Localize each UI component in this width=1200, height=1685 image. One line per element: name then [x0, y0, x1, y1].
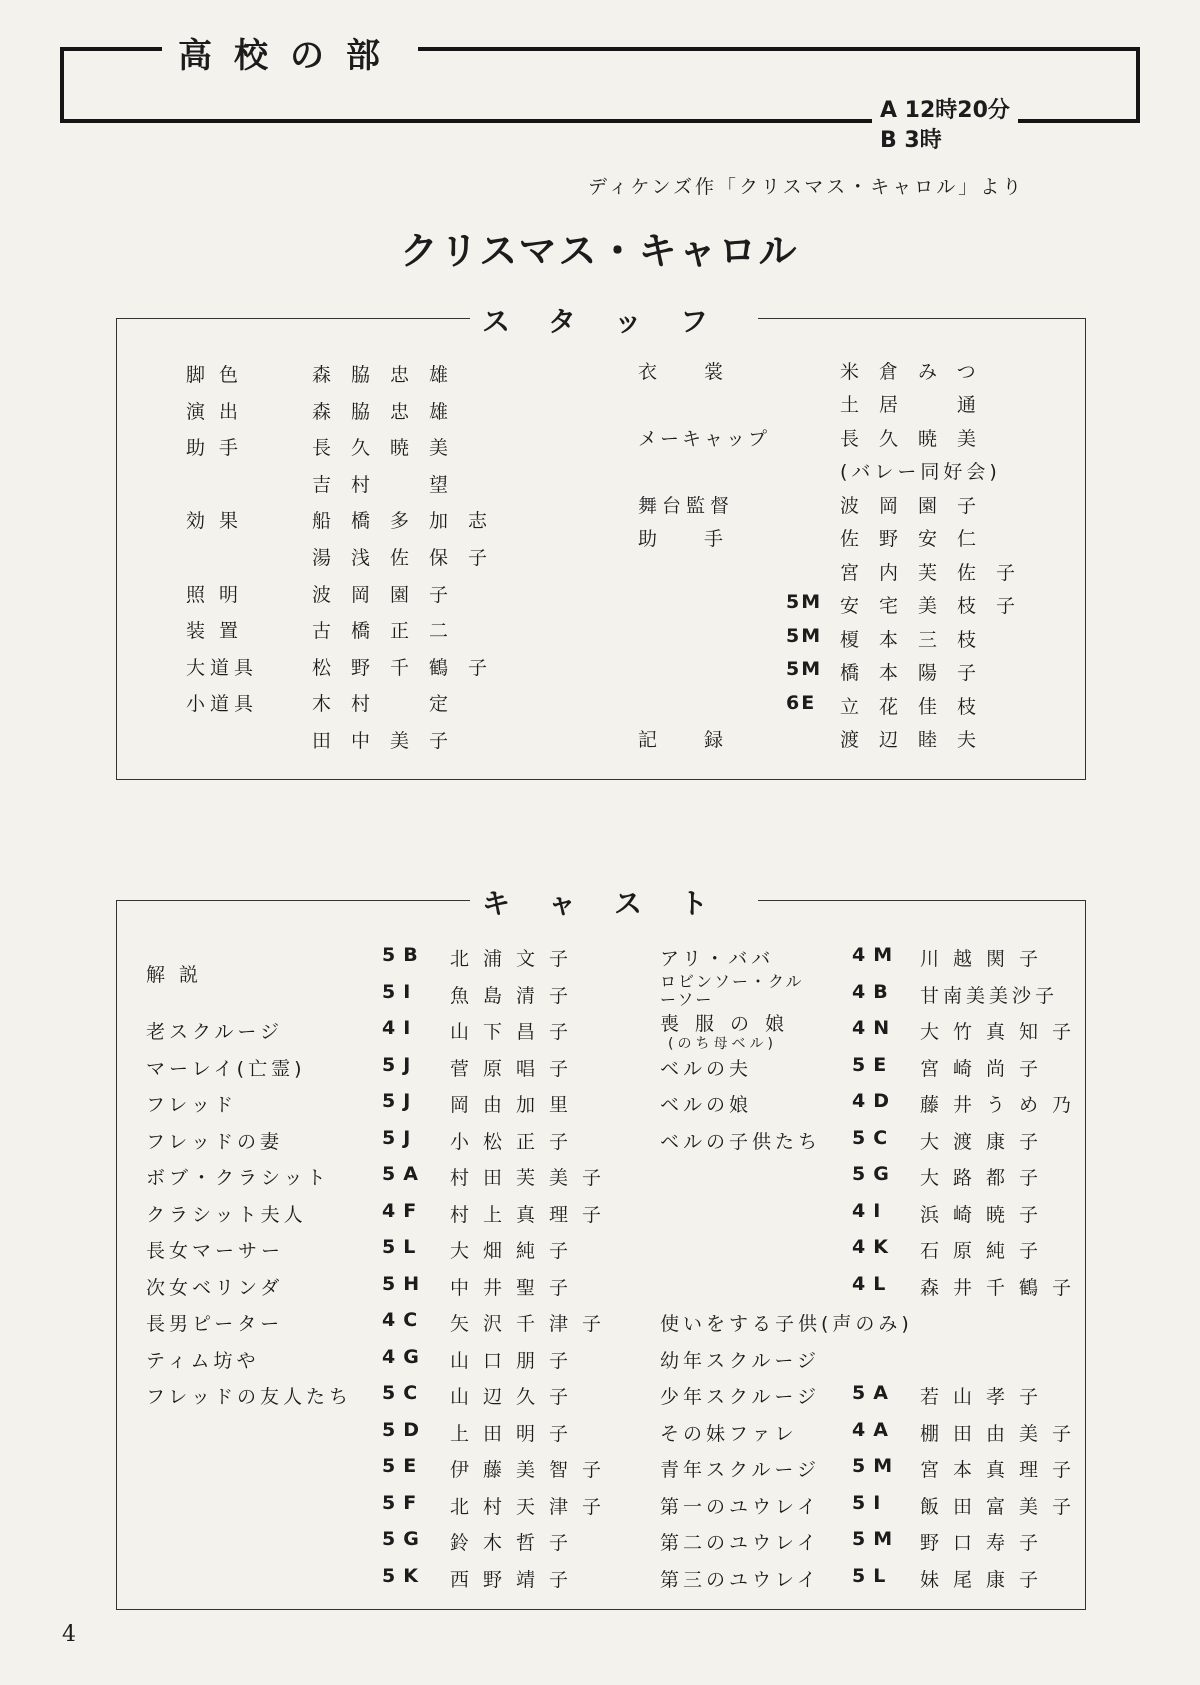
cast-class: 4A — [852, 1418, 896, 1441]
cast-name: 甘南美美沙子 — [920, 984, 1059, 1007]
staff-name: 吉村 望 — [312, 473, 469, 496]
cast-class: 5D — [382, 1418, 427, 1441]
cast-class: 4D — [852, 1090, 897, 1112]
cast-class: 4N — [852, 1017, 898, 1039]
cast-name: 野口寿子 — [920, 1532, 1053, 1554]
cast-role: ティム坊や — [146, 1349, 260, 1372]
cast-name: 宮本真理子 — [920, 1459, 1086, 1481]
cast-class: 5B — [382, 944, 426, 966]
staff-name: 田中美子 — [312, 730, 469, 752]
cast-role-narrator: 解説 — [146, 964, 213, 986]
staff-name: 榎本三枝 — [840, 629, 997, 651]
staff-name: 安宅美枝子 — [840, 595, 1036, 617]
cast-name: 西野靖子 — [450, 1568, 583, 1591]
cast-name: 宮崎尚子 — [920, 1057, 1053, 1080]
staff-name: 橋本陽子 — [840, 662, 997, 684]
cast-class: 5G — [382, 1528, 427, 1550]
cast-class: 5L — [852, 1564, 894, 1587]
cast-role: 老スクルージ — [146, 1021, 284, 1043]
staff-role: 効果 — [186, 510, 253, 533]
cast-role: マーレイ(亡霊) — [146, 1057, 306, 1080]
staff-title: スタッフ — [470, 300, 758, 340]
cast-role: アリ・ババ — [660, 948, 775, 970]
cast-name: 上田明子 — [450, 1422, 583, 1445]
cast-name: 伊藤美智子 — [450, 1459, 616, 1481]
staff-name: 森脇忠雄 — [312, 364, 469, 386]
cast-name: 鈴木哲子 — [450, 1532, 583, 1554]
cast-role: ベルの娘 — [660, 1094, 753, 1116]
cast-name: 川越関子 — [920, 948, 1053, 970]
cast-name: 北村天津子 — [450, 1495, 616, 1518]
cast-class: 5G — [852, 1163, 897, 1185]
cast-name: 中井聖子 — [450, 1276, 583, 1299]
staff-role: 小道具 — [186, 693, 259, 716]
staff-class: 5M — [786, 658, 823, 680]
staff-class: 6E — [786, 692, 817, 714]
staff-role: 衣 裳 — [638, 361, 738, 383]
cast-name: 棚田由美子 — [920, 1422, 1086, 1445]
cast-class: 5C — [852, 1126, 896, 1149]
cast-class: 5E — [382, 1455, 425, 1477]
cast-role: フレッドの友人たち — [146, 1386, 353, 1408]
cast-name: 森井千鶴子 — [920, 1276, 1086, 1299]
attribution: ディケンズ作「クリスマス・キャロル」より — [588, 176, 1025, 198]
cast-role: その妹ファレ — [660, 1422, 798, 1445]
cast-class: 4K — [852, 1236, 896, 1258]
cast-role: ボブ・クラシット — [146, 1167, 330, 1189]
cast-class: 4F — [382, 1199, 425, 1222]
cast-class: 5F — [382, 1491, 425, 1514]
cast-name: 山辺久子 — [450, 1386, 583, 1408]
cast-role: 第二のユウレイ — [660, 1532, 821, 1554]
cast-name: 小松正子 — [450, 1130, 583, 1153]
staff-role: 照明 — [186, 583, 253, 606]
cast-name: 大竹真知子 — [920, 1021, 1086, 1043]
staff-role: 演出 — [186, 400, 253, 423]
cast-role: フレッドの妻 — [146, 1130, 284, 1153]
cast-class: 5I — [852, 1491, 889, 1514]
cast-name: 妹尾康子 — [920, 1568, 1053, 1591]
section-title: 高校の部 — [162, 28, 418, 77]
cast-name: 飯田富美子 — [920, 1495, 1086, 1518]
cast-name: 村上真理子 — [450, 1203, 616, 1226]
cast-name: 若山孝子 — [920, 1386, 1053, 1408]
cast-mourning-note: (のち母ベル) — [668, 1036, 777, 1052]
cast-class: 5E — [852, 1053, 895, 1076]
staff-name: 波岡園子 — [312, 583, 469, 606]
cast-role: ベルの子供たち — [660, 1130, 822, 1153]
play-title: クリスマス・キャロル — [400, 229, 799, 273]
performance-times — [872, 96, 1018, 156]
cast-name: 大渡康子 — [920, 1130, 1053, 1153]
staff-role: 助手 — [186, 437, 253, 460]
staff-role: 大道具 — [186, 656, 259, 679]
staff-name: 森脇忠雄 — [312, 400, 469, 423]
time-b: B 3時 — [880, 128, 942, 153]
cast-class: 4I — [382, 1017, 419, 1039]
cast-role: 第一のユウレイ — [660, 1495, 821, 1518]
cast-class: 5A — [382, 1163, 426, 1185]
cast-role: 長女マーサー — [146, 1240, 285, 1262]
staff-name: 木村 定 — [312, 693, 469, 716]
cast-title: キャスト — [470, 882, 758, 922]
staff-name: 古橋正二 — [312, 620, 469, 643]
cast-role: 第三のユウレイ — [660, 1568, 821, 1591]
cast-role: クラシット夫人 — [146, 1203, 307, 1226]
cast-class: 5J — [382, 1090, 419, 1112]
staff-name: 渡辺睦夫 — [840, 729, 997, 751]
cast-role: ロビンソー・クルーソー — [660, 971, 804, 1009]
cast-role: 次女ベリンダ — [146, 1276, 284, 1299]
cast-class: 5H — [382, 1272, 428, 1295]
cast-name: 浜崎暁子 — [920, 1203, 1053, 1226]
cast-name: 藤井うめ乃 — [920, 1094, 1086, 1116]
cast-name: 菅原唱子 — [450, 1057, 583, 1080]
cast-class: 5K — [382, 1564, 426, 1587]
cast-role: ベルの夫 — [660, 1057, 753, 1080]
staff-role: 舞台監督 — [638, 495, 735, 517]
staff-name: 長久暁美 — [840, 428, 997, 450]
cast-name: 北浦文子 — [450, 948, 583, 970]
staff-name: 宮内芙佐子 — [840, 562, 1036, 584]
cast-name: 魚島清子 — [450, 984, 583, 1007]
cast-role: 青年スクルージ — [660, 1459, 821, 1481]
cast-class: 5J — [382, 1126, 419, 1149]
cast-class: 4M — [852, 944, 901, 966]
staff-name: 波岡園子 — [840, 495, 997, 517]
staff-role: 助 手 — [638, 528, 738, 550]
cast-class: 5I — [382, 980, 419, 1003]
cast-name: 山口朋子 — [450, 1349, 583, 1372]
cast-role: 少年スクルージ — [660, 1386, 821, 1408]
staff-name: (バレー同好会) — [840, 461, 1001, 483]
staff-class: 5M — [786, 625, 823, 647]
cast-name: 大路都子 — [920, 1167, 1053, 1189]
cast-class: 5M — [852, 1528, 901, 1550]
cast-name: 石原純子 — [920, 1240, 1053, 1262]
staff-name: 長久暁美 — [312, 437, 469, 460]
cast-role: 幼年スクルージ — [660, 1349, 821, 1372]
staff-role: メーキャップ — [638, 428, 771, 450]
cast-class: 4G — [382, 1345, 427, 1368]
cast-name: 岡由加里 — [450, 1094, 583, 1116]
cast-name: 村田芙美子 — [450, 1167, 616, 1189]
cast-name: 大畑純子 — [450, 1240, 583, 1262]
cast-class: 5C — [382, 1382, 426, 1404]
cast-class: 5J — [382, 1053, 419, 1076]
staff-class: 5M — [786, 591, 823, 613]
staff-role: 脚色 — [186, 364, 253, 386]
cast-role: 使いをする子供(声のみ) — [660, 1313, 913, 1335]
cast-class: 4I — [852, 1199, 889, 1222]
cast-class: 4L — [852, 1272, 894, 1295]
cast-class: 5A — [852, 1382, 896, 1404]
time-a: A 12時20分 — [880, 98, 1010, 123]
staff-name: 湯浅佐保子 — [312, 547, 508, 569]
cast-class: 5L — [382, 1236, 424, 1258]
staff-role: 装置 — [186, 620, 253, 643]
staff-name: 船橋多加志 — [312, 510, 508, 533]
staff-name: 米倉みつ — [840, 361, 996, 383]
cast-class: 5M — [852, 1455, 901, 1477]
staff-name: 立花佳枝 — [840, 696, 997, 718]
staff-name: 土居 通 — [840, 394, 997, 416]
staff-name: 佐野安仁 — [840, 528, 997, 550]
cast-role: フレッド — [146, 1094, 238, 1116]
cast-name: 山下昌子 — [450, 1021, 583, 1043]
cast-class: 4C — [382, 1309, 426, 1331]
cast-role: 長男ピーター — [146, 1313, 284, 1335]
cast-class: 4B — [852, 980, 896, 1003]
page-number: 4 — [62, 1622, 76, 1647]
staff-name: 松野千鶴子 — [312, 656, 508, 679]
staff-role: 記 録 — [638, 729, 738, 751]
cast-role: 喪服の娘 — [660, 1013, 801, 1035]
cast-name: 矢沢千津子 — [450, 1313, 616, 1335]
